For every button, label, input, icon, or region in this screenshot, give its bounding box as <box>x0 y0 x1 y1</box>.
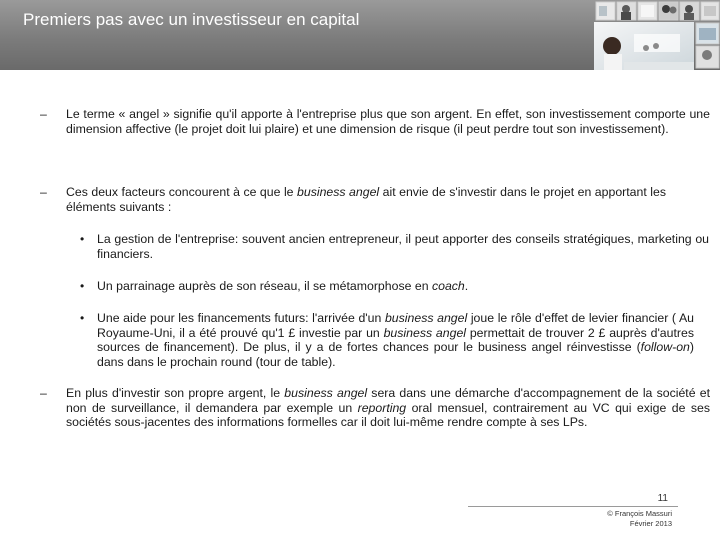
bullet-text-3 <box>66 386 710 430</box>
bullet-segment-italic: follow-on <box>640 340 690 355</box>
slide-title: Premiers pas avec un investisseur en capital <box>23 10 360 29</box>
date-credit: Février 2013 <box>629 519 672 528</box>
bullet-text-2 <box>66 185 666 214</box>
bullet-text-1 <box>66 107 710 136</box>
bullet-segment: Le terme « angel » signifie qu'il apporte à l'entreprise plus que son argent. En effet, son investissement comporte une dimension affective (le projet doit lui plaire) et une dimension de risque (il peut perdre tout son investissement). <box>66 107 710 136</box>
bullet-segment: ) dans dans le prochain round (tour de table). <box>97 340 694 369</box>
bullet-segment: permettait de trouver 2 £ auprès d'autres sources de financement). De plus, il y a de fortes chances pour le business angel réinvestisse ( <box>97 325 694 355</box>
sub-bullet-text-2 <box>97 279 709 294</box>
sub-bullet-marker: • <box>80 311 85 325</box>
author-credit: © François Massuri <box>607 509 672 518</box>
bullet-segment: Une aide pour les financements futurs: l'arrivée d'un <box>97 311 385 325</box>
bullet-segment-italic: coach <box>431 279 465 293</box>
bullet-segment: En plus d'investir son propre argent, le <box>66 386 285 400</box>
bullet-segment-italic: business angel <box>297 185 380 199</box>
bullet-segment: ait envie de s'investir dans le projet en apportant les éléments suivants : <box>66 185 666 214</box>
bullet-segment: Un parrainage auprès de son réseau, il se métamorphose en <box>97 279 432 293</box>
bullet-segment: . <box>464 279 469 293</box>
sub-bullet-marker: • <box>80 232 85 246</box>
bullet-segment-italic: business angel <box>284 386 368 400</box>
sub-bullet-text-3 <box>97 311 694 369</box>
bullet-marker: – <box>40 185 47 199</box>
sub-bullet-marker: • <box>80 279 85 293</box>
bullet-segment: oral mensuel, contrairement au VC qui exige de ses sociétés sous-jacentes des informations formelles car il doit lui-même rendre compte à ses LPs. <box>66 400 710 430</box>
bullet-segment: joue le rôle d'effet de levier financier ( Au Royaume-Uni, il a été prouvé qu'1 £ investie par un <box>97 311 695 340</box>
bullet-marker: – <box>40 386 47 400</box>
page-number: 11 <box>657 493 668 504</box>
bullet-segment: Ces deux facteurs concourent à ce que le <box>66 185 298 199</box>
bullet-marker: – <box>40 107 47 121</box>
bullet-segment: La gestion de l'entreprise: souvent ancien entrepreneur, il peut apporter des conseils stratégiques, marketing ou financiers. <box>97 232 709 261</box>
bullet-segment-italic: business angel <box>384 311 468 325</box>
footer-credit <box>560 509 672 529</box>
bullet-segment-italic: reporting <box>357 400 407 415</box>
footer-divider <box>468 506 678 507</box>
bullet-segment: sera dans une démarche d'accompagnement de la société et non de surveillance, il demandera par exemple un <box>66 386 710 415</box>
sub-bullet-text-1 <box>97 232 709 261</box>
bullet-segment-italic: business angel <box>383 325 467 340</box>
